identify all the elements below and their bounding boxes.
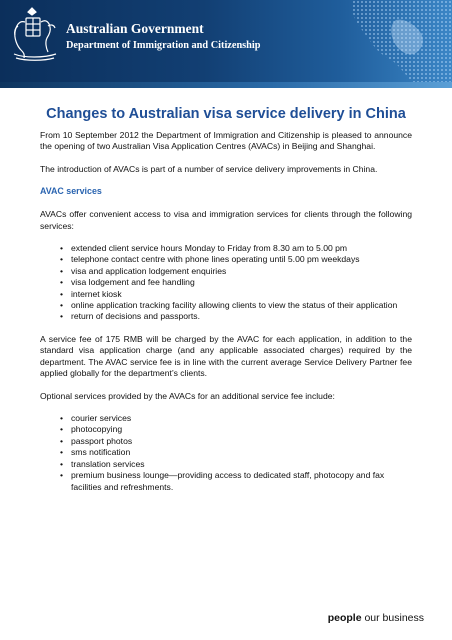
- tagline-rest: our business: [361, 612, 424, 624]
- intro-paragraph: The introduction of AVACs is part of a number of service delivery improvements in China.: [40, 163, 378, 174]
- tagline-bold: people: [327, 612, 362, 624]
- government-name: Australian Government: [66, 21, 204, 36]
- list-item: • extended client service hours Monday to Friday from 8.30 am to 5.00 pm: [60, 243, 412, 254]
- optional-services-list: [60, 413, 412, 493]
- list-item: • visa and application lodgement enquiries: [60, 266, 412, 277]
- list-item: • translation services: [60, 459, 412, 470]
- optional-services-lead: Optional services provided by the AVACs for an additional service fee include:: [40, 390, 335, 401]
- list-item: • telephone contact centre with phone lines operating until 5.00 pm weekdays: [60, 254, 412, 265]
- list-item: • visa lodgement and fee handling: [60, 277, 412, 288]
- section-heading: AVAC services: [40, 186, 102, 197]
- footer-tagline: [328, 612, 424, 624]
- list-item: • passport photos: [60, 436, 412, 447]
- services-list: [60, 243, 412, 323]
- document-body: [40, 130, 412, 493]
- intro-paragraph: From 10 September 2012 the Department of Immigration and Citizenship is pleased to announce the opening of two Australian Visa Application Centres (AVACs) in Beijing and Shanghai.: [40, 130, 412, 152]
- department-name: Department of Immigration and Citizenship: [66, 40, 261, 51]
- header-banner: [0, 0, 452, 82]
- fee-paragraph: A service fee of 175 RMB will be charged by the AVAC for each application, in addition to the standard visa application charge (and any applicable associated charges) required by the department. The AVAC service fee is in line with the current average Service Delivery Partner fee applied globally for the department’s clients.: [40, 333, 412, 379]
- map-icon: [292, 0, 452, 82]
- page-title: Changes to Australian visa service delivery in China: [46, 106, 406, 122]
- services-lead: AVACs offer convenient access to visa and immigration services for clients through the following services:: [40, 209, 412, 231]
- list-item: • online application tracking facility allowing clients to view the status of their application: [60, 300, 412, 311]
- list-item: • courier services: [60, 413, 412, 424]
- list-item: • sms notification: [60, 447, 412, 458]
- list-item: • photocopying: [60, 424, 412, 435]
- coat-of-arms-icon: [6, 4, 64, 66]
- list-item: • premium business lounge—providing access to dedicated staff, photocopy and fax facilities and refreshments.: [60, 470, 412, 493]
- header-strip: [0, 82, 452, 88]
- list-item: • return of decisions and passports.: [60, 311, 412, 322]
- list-item: • internet kiosk: [60, 289, 412, 300]
